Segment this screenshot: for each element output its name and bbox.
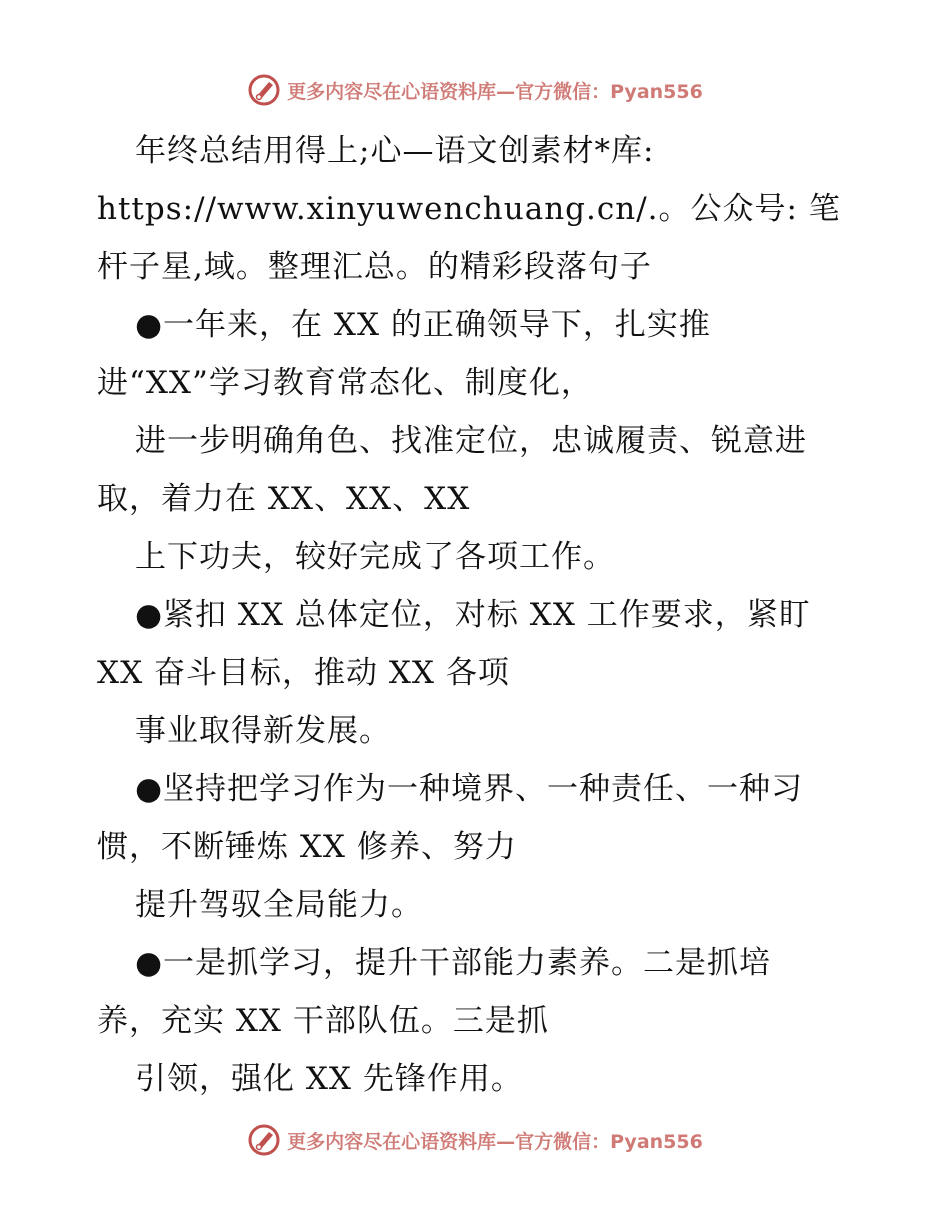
header-banner: [0, 70, 950, 110]
text-line: ●紧扣 XX 总体定位，对标 XX 工作要求，紧盯: [135, 597, 811, 633]
text-line: 惯，不断锤炼 XX 修养、努力: [97, 829, 517, 865]
text-line: 事业取得新发展。: [135, 713, 391, 749]
text-line: 杆子星,域。整理汇总。的精彩段落句子: [97, 249, 652, 285]
text-line: 引领，强化 XX 先锋作用。: [135, 1061, 523, 1097]
logo-icon: [247, 1123, 281, 1157]
text-line: 年终总结用得上;心—语文创素材*库:: [135, 133, 655, 169]
logo-icon: [247, 73, 281, 107]
text-line: 进一步明确角色、找准定位，忠诚履责、锐意进: [135, 423, 807, 459]
footer-banner: [0, 1120, 950, 1160]
text-line: XX 奋斗目标，推动 XX 各项: [97, 655, 510, 691]
text-line: ●一是抓学习，提升干部能力素养。二是抓培: [135, 945, 772, 981]
text-line: 取，着力在 XX、XX、XX: [97, 481, 471, 517]
banner-text: 更多内容尽在心语资料库—官方微信：Pyan556: [287, 80, 703, 103]
text-line: ●一年来，在 XX 的正确领导下，扎实推: [135, 307, 711, 343]
text-line: 提升驾驭全局能力。: [135, 887, 423, 923]
text-line: https://www.xinyuwenchuang.cn/.。公众号: 笔: [97, 191, 841, 227]
text-line: 进“XX”学习教育常态化、制度化，: [97, 365, 593, 401]
document-body: [97, 122, 867, 1108]
text-line: ●坚持把学习作为一种境界、一种责任、一种习: [135, 771, 804, 807]
text-line: 养，充实 XX 干部队伍。三是抓: [97, 1003, 549, 1039]
banner-text: 更多内容尽在心语资料库—官方微信：Pyan556: [287, 1130, 703, 1153]
text-line: 上下功夫，较好完成了各项工作。: [135, 539, 615, 575]
